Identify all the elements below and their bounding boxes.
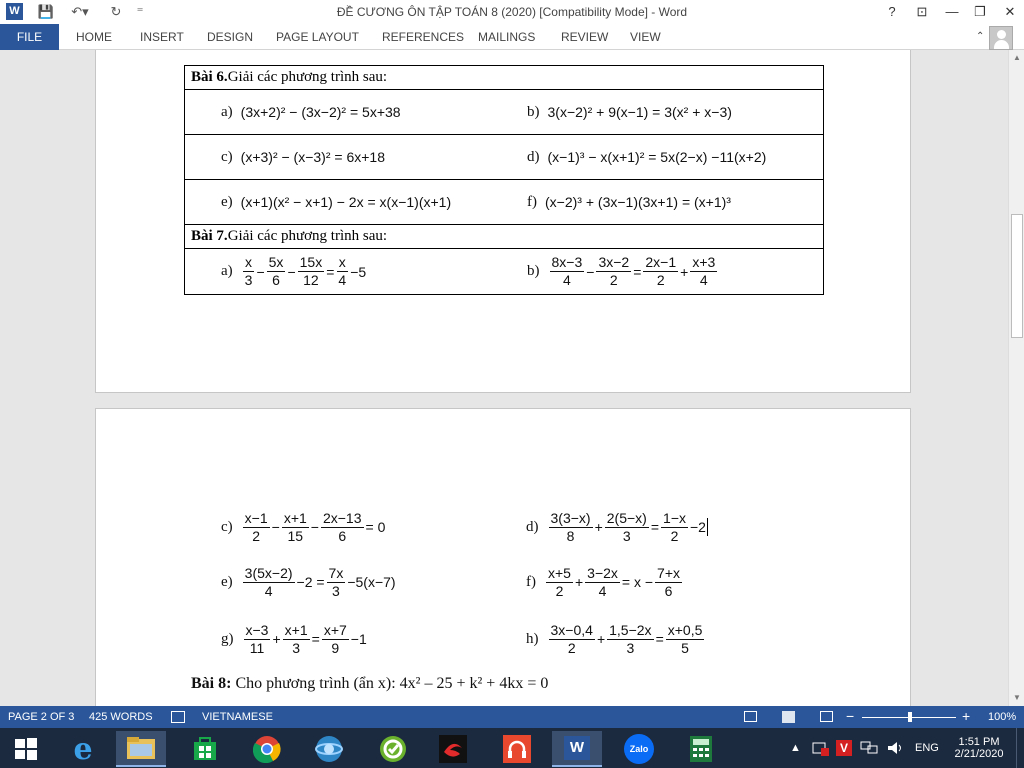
tray-expand-icon[interactable]: ▲ xyxy=(790,742,801,754)
document-area[interactable] xyxy=(0,50,1008,706)
store-icon[interactable] xyxy=(180,731,230,767)
eq6-c: c) (x+3)² − (x−3)² = 6x+18 xyxy=(221,148,385,165)
zalo-icon[interactable]: Zalo xyxy=(614,731,664,767)
tab-insert[interactable]: INSERT xyxy=(140,30,184,44)
volume-icon[interactable] xyxy=(886,728,904,768)
help-button[interactable]: ? xyxy=(888,4,896,19)
eq7-a: a) $\frac{x}{3}$ − $\frac{5x}{6}$ − $\frac{15x}{12}$ = $\frac{x}{4}$ −5 xyxy=(221,254,367,288)
bai8-text: Cho phương trình (ẩn x): 4x² – 25 + k² + 4kx = 0 xyxy=(235,675,549,692)
undo-icon[interactable]: ↶▾ xyxy=(71,4,89,19)
browser-globe-icon[interactable] xyxy=(304,731,354,767)
tab-view[interactable]: VIEW xyxy=(630,30,661,44)
tab-mailings[interactable]: MAILINGS xyxy=(478,30,536,44)
clock-date: 2/21/2020 xyxy=(954,748,1004,760)
bai7-title: Bài 7. xyxy=(191,228,228,244)
close-button[interactable]: ✕ xyxy=(1004,4,1016,19)
ribbon-display-options-icon[interactable]: ⊡ xyxy=(916,4,928,19)
file-explorer-icon[interactable] xyxy=(116,731,166,767)
bai6-text: Giải các phương trình sau: xyxy=(227,69,388,85)
clock[interactable] xyxy=(950,728,1008,768)
window-title: ĐỀ CƯƠNG ÔN TẬP TOÁN 8 (2020) [Compatibility Mode] - Word xyxy=(336,5,688,19)
tab-references[interactable]: REFERENCES xyxy=(382,30,465,44)
word-taskbar-icon[interactable]: W xyxy=(552,731,602,767)
print-layout-icon[interactable] xyxy=(782,711,795,723)
web-layout-icon[interactable] xyxy=(820,711,833,722)
eq7-e: e) $\frac{3(5x-2)}{4}$ −2 = $\frac{7x}{3}$ −5(x−7) xyxy=(221,564,396,599)
page-1[interactable] xyxy=(95,50,911,393)
customize-qat-icon[interactable]: ⁼ xyxy=(136,4,144,19)
equation-table xyxy=(184,65,824,295)
eq6-d: d) (x−1)³ − x(x+1)² = 5x(2−x) −11(x+2) xyxy=(527,148,767,165)
scroll-down-icon[interactable]: ▼ xyxy=(1013,693,1021,702)
tab-review[interactable]: REVIEW xyxy=(561,30,609,44)
language-indicator[interactable]: VIETNAMESE xyxy=(202,711,273,723)
eq7-f: f) $\frac{x+5}{2}$ + $\frac{3-2x}{4}$ = x − $\frac{7+x}{6}$ xyxy=(526,564,681,599)
green-app-icon[interactable] xyxy=(368,731,418,767)
calculator-icon[interactable] xyxy=(676,731,726,767)
antivirus-icon[interactable]: V xyxy=(836,728,852,768)
eq6-f: f) (x−2)³ + (3x−1)(3x+1) = (x+1)³ xyxy=(527,193,731,210)
collapse-ribbon-icon[interactable]: ⌃ xyxy=(976,31,985,42)
tab-file[interactable]: FILE xyxy=(0,24,59,50)
status-bar xyxy=(0,706,1024,728)
eq7-d: d) $\frac{3(3-x)}{8}$ + $\frac{2(5-x)}{3}$ = $\frac{1-x}{2}$ −2 xyxy=(526,509,706,544)
eq6-e: e) (x+1)(x² − x+1) − 2x = x(x−1)(x+1) xyxy=(221,193,452,210)
scroll-up-icon[interactable]: ▲ xyxy=(1013,53,1021,62)
start-button[interactable] xyxy=(0,731,52,767)
restore-button[interactable]: ❐ xyxy=(974,4,986,19)
bai6-title: Bài 6. xyxy=(191,69,228,85)
zoom-out-button[interactable]: − xyxy=(846,708,855,724)
user-avatar-icon[interactable] xyxy=(989,26,1013,50)
show-desktop-button[interactable] xyxy=(1016,728,1024,768)
eq7-h: h) $\frac{3x-0,4}{2}$ + $\frac{1,5-2x}{3}$ = $\frac{x+0,5}{5}$ xyxy=(526,621,703,656)
zoom-slider-thumb[interactable] xyxy=(908,712,912,722)
chrome-icon[interactable] xyxy=(242,731,292,767)
internet-explorer-icon[interactable]: e xyxy=(73,731,93,767)
minimize-button[interactable]: — xyxy=(945,4,959,19)
eq7-b: b) $\frac{8x-3}{4}$ − $\frac{3x-2}{2}$ = $\frac{2x-1}{2}$ + $\frac{x+3}{4}$ xyxy=(527,254,716,288)
tab-home[interactable]: HOME xyxy=(76,30,112,44)
zoom-level[interactable]: 100% xyxy=(988,711,1017,723)
music-app-icon[interactable] xyxy=(492,731,542,767)
text-cursor xyxy=(707,518,708,536)
proofing-icon[interactable] xyxy=(171,711,185,723)
eq7-c: c) $\frac{x-1}{2}$ − $\frac{x+1}{15}$ − $\frac{2x-13}{6}$ = 0 xyxy=(221,509,386,544)
bai7-text: Giải các phương trình sau: xyxy=(227,228,388,244)
eq6-b: b) 3(x−2)² + 9(x−1) = 3(x² + x−3) xyxy=(527,103,732,120)
taskbar xyxy=(0,728,1024,768)
word-count[interactable]: 425 WORDS xyxy=(89,711,153,723)
page-2[interactable] xyxy=(95,408,911,706)
input-language[interactable]: ENG xyxy=(915,742,939,754)
scroll-thumb[interactable] xyxy=(1011,214,1023,338)
zoom-in-button[interactable]: + xyxy=(962,708,971,724)
title-bar xyxy=(0,0,1024,24)
garena-icon[interactable] xyxy=(428,731,478,767)
read-mode-icon[interactable] xyxy=(744,711,757,722)
network-icon[interactable] xyxy=(860,728,878,768)
redo-icon[interactable]: ↻ xyxy=(110,4,122,19)
tab-page-layout[interactable]: PAGE LAYOUT xyxy=(276,30,359,44)
word-logo-icon[interactable]: W xyxy=(6,3,23,20)
ribbon-tabs xyxy=(0,24,1024,50)
bai8-line xyxy=(191,675,548,693)
save-icon[interactable]: 💾 xyxy=(37,4,55,19)
network-warning-icon[interactable] xyxy=(812,728,830,768)
page-count[interactable]: PAGE 2 OF 3 xyxy=(8,711,75,723)
tab-design[interactable]: DESIGN xyxy=(207,30,254,44)
clock-time: 1:51 PM xyxy=(958,736,1000,748)
eq6-a: a) (3x+2)² − (3x−2)² = 5x+38 xyxy=(221,103,401,120)
bai8-title: Bài 8: xyxy=(191,675,232,692)
eq7-g: g) $\frac{x-3}{11}$ + $\frac{x+1}{3}$ = $\frac{x+7}{9}$ −1 xyxy=(221,621,367,656)
vertical-scrollbar[interactable] xyxy=(1008,50,1024,706)
